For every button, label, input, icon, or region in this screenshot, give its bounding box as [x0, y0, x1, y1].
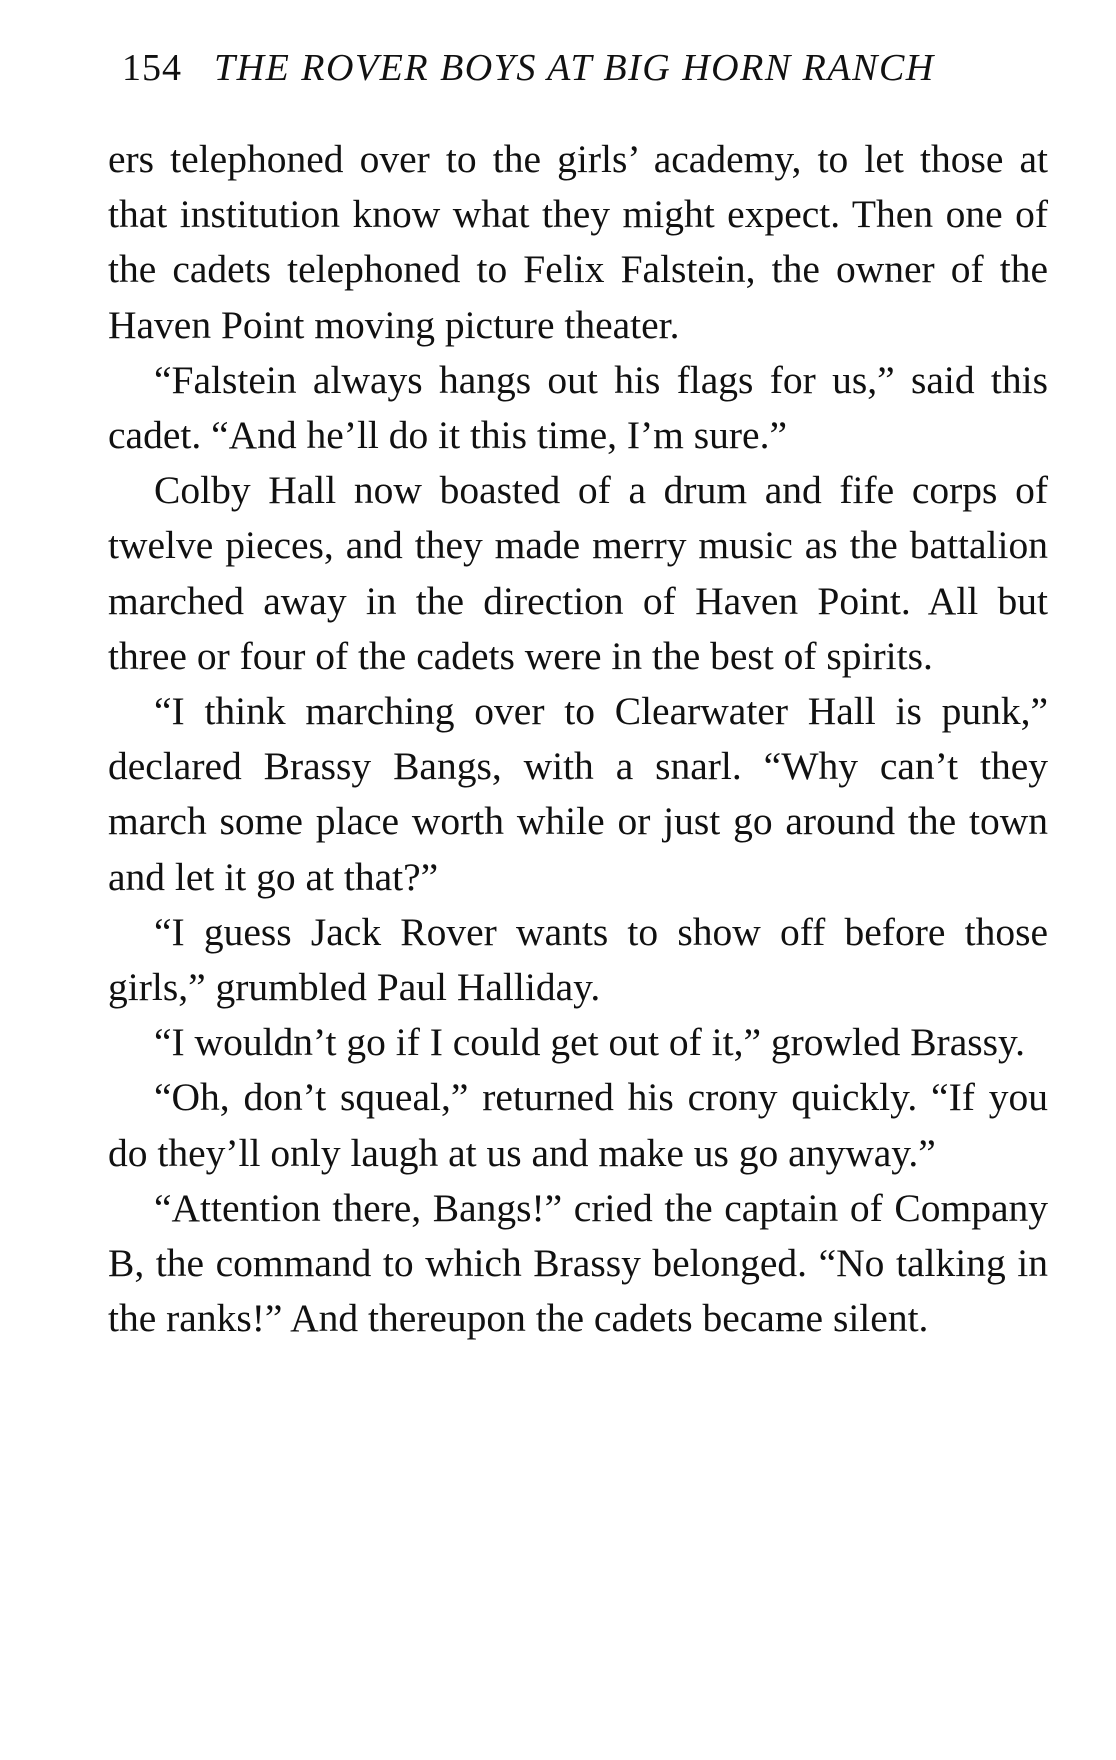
paragraph: “Attention there, Bangs!” cried the captain of Company B, the command to which Brassy belonged. “No talking in the ranks!” And thereupon the cadets became silent. [108, 1185, 1048, 1341]
paragraph: “Falstein always hangs out his flags for us,” said this cadet. “And he’ll do it this time, I’m sure.” [108, 357, 1048, 458]
body-text [108, 132, 1048, 1346]
paragraph: “I think marching over to Clearwater Hall is punk,” declared Brassy Bangs, with a snarl. “Why can’t they march some place worth while or just go around the town and let it go at that?” [108, 689, 1048, 899]
book-page [108, 40, 1048, 1346]
paragraph: Colby Hall now boasted of a drum and fife corps of twelve pieces, and they made merry music as the battalion marched away in the direction of Haven Point. All but three or four of the cadets were in the best of spirits. [108, 468, 1048, 678]
running-title: THE ROVER BOYS AT BIG HORN RANCH [214, 47, 935, 89]
running-head [108, 40, 1048, 96]
paragraph: “I wouldn’t go if I could get out of it,” growled Brassy. [154, 1020, 1026, 1065]
paragraph: “Oh, don’t squeal,” returned his crony quickly. “If you do they’ll only laugh at us and make us go anyway.” [108, 1075, 1048, 1175]
paragraph-continued: ers telephoned over to the girls’ academy, to let those at that institution know what they might expect. Then one of the cadets telephoned to Felix Falstein, the owner of the Haven Point moving picture theater. [108, 137, 1048, 347]
paragraph: “I guess Jack Rover wants to show off before those girls,” grumbled Paul Halliday. [108, 909, 1048, 1010]
page-number: 154 [122, 47, 182, 89]
